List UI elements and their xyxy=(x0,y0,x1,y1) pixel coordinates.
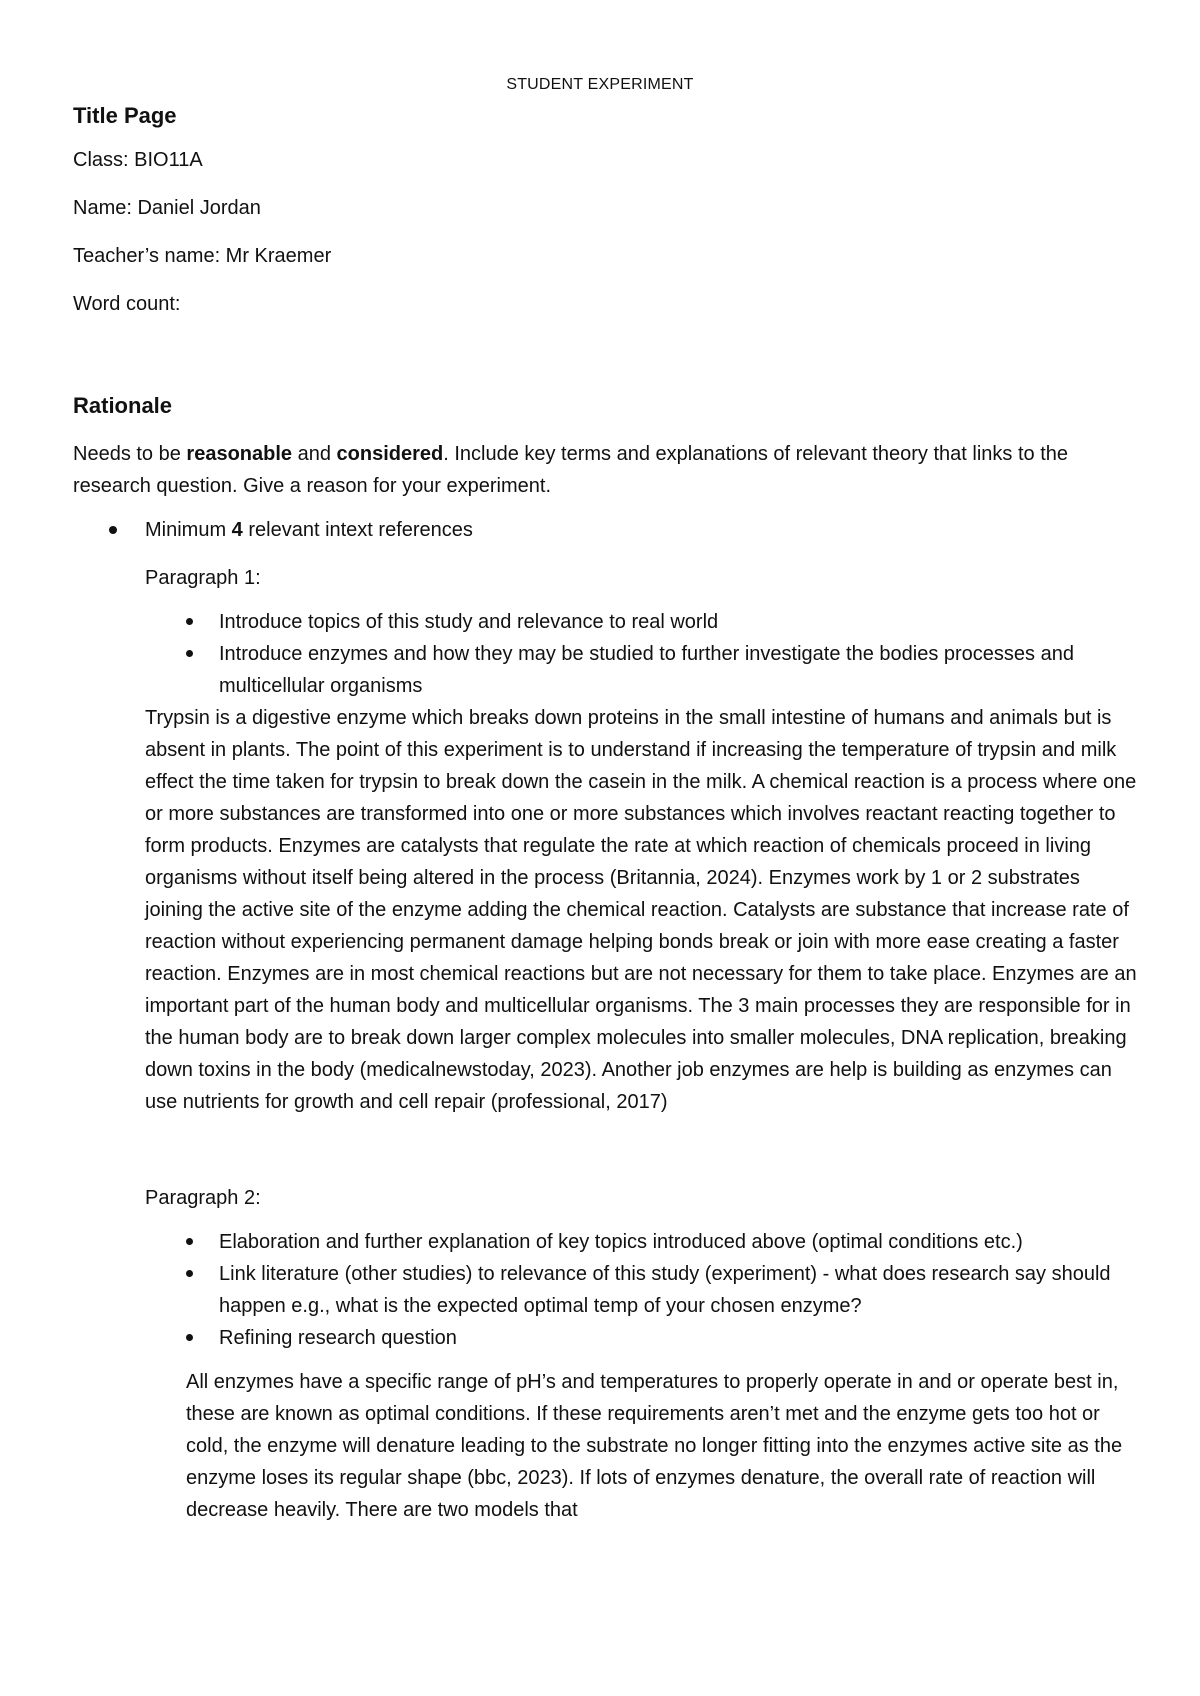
class-line: Class: BIO11A xyxy=(73,149,203,171)
paragraph1-bullet-list xyxy=(73,606,1143,702)
paragraph1-body: Trypsin is a digestive enzyme which breaks down proteins in the small intestine of humans and animals but is absent in plants. The point of this experiment is to understand if increasing the temperature of trypsin and milk effect the time taken for trypsin to break down the casein in the milk. A chemical reaction is a process where one or more substances are transformed into one or more substances which involves reactant reacting together to form products. Enzymes are catalysts that regulate the rate at which reaction of chemicals proceed in living organisms without itself being altered in the process (Britannia, 2024). Enzymes work by 1 or 2 substrates joining the active site of the enzyme adding the chemical reaction. Catalysts are substance that increase rate of reaction without experiencing permanent damage helping bonds break or join with more ease creating a faster reaction. Enzymes are in most chemical reactions but are not necessary for them to take place. Enzymes are an important part of the human body and multicellular organisms. The 3 main processes they are responsible for in the human body are to break down larger complex molecules into smaller molecules, DNA replication, breaking down toxins in the body (medicalnewstoday, 2023). Another job enzymes are help is building as enzymes can use nutrients for growth and cell repair (professional, 2017) xyxy=(145,707,1137,1113)
intro-text: and xyxy=(292,443,337,465)
list-item: Refining research question xyxy=(73,1322,1143,1354)
bullet-bold: 4 xyxy=(231,519,243,541)
list-item: Introduce topics of this study and relevance to real world xyxy=(73,606,1143,638)
paragraph2-bullet-list xyxy=(73,1226,1143,1354)
intro-bold-considered: considered xyxy=(336,443,444,465)
paragraph2-body: All enzymes have a specific range of pH’s and temperatures to properly operate in and or operate best in, these are known as optimal conditions. If these requirements aren’t met and the enzyme gets too hot or cold, the enzyme will denature leading to the substrate no longer fitting into the enzymes active site as the enzyme loses its regular shape (bbc, 2023). If lots of enzymes denature, the overall rate of reaction will decrease heavily. There are two models that xyxy=(186,1371,1123,1521)
rationale-intro xyxy=(73,438,1143,502)
document-content xyxy=(73,100,1143,1526)
bullet-text: relevant intext references xyxy=(242,519,473,541)
teacher-name-line: Teacher’s name: Mr Kraemer xyxy=(73,245,332,267)
rationale-bullet-list xyxy=(73,514,1143,546)
intro-text: Needs to be xyxy=(73,443,187,465)
student-name-line: Name: Daniel Jordan xyxy=(73,197,261,219)
paragraph2-label: Paragraph 2: xyxy=(145,1187,261,1209)
page-header: STUDENT EXPERIMENT xyxy=(506,76,694,93)
list-item: Link literature (other studies) to relevance of this study (experiment) - what does research say should happen e.g., what is the expected optimal temp of your chosen enzyme? xyxy=(73,1258,1143,1322)
intro-bold-reasonable: reasonable xyxy=(186,443,293,465)
rationale-heading: Rationale xyxy=(73,393,173,418)
list-item: Elaboration and further explanation of key topics introduced above (optimal conditions etc.) xyxy=(73,1226,1143,1258)
title-page-info xyxy=(73,144,1143,320)
list-item: Introduce enzymes and how they may be studied to further investigate the bodies processes and multicellular organisms xyxy=(73,638,1143,702)
list-item xyxy=(73,514,1143,546)
intro-text: . Include key terms and explanations of relevant theory that links to the research question. Give a reason for your experiment. xyxy=(73,443,1069,497)
bullet-text: Minimum xyxy=(145,519,232,541)
paragraph1-label: Paragraph 1: xyxy=(145,567,261,589)
word-count-line: Word count: xyxy=(73,293,181,315)
title-page-heading: Title Page xyxy=(73,103,177,128)
